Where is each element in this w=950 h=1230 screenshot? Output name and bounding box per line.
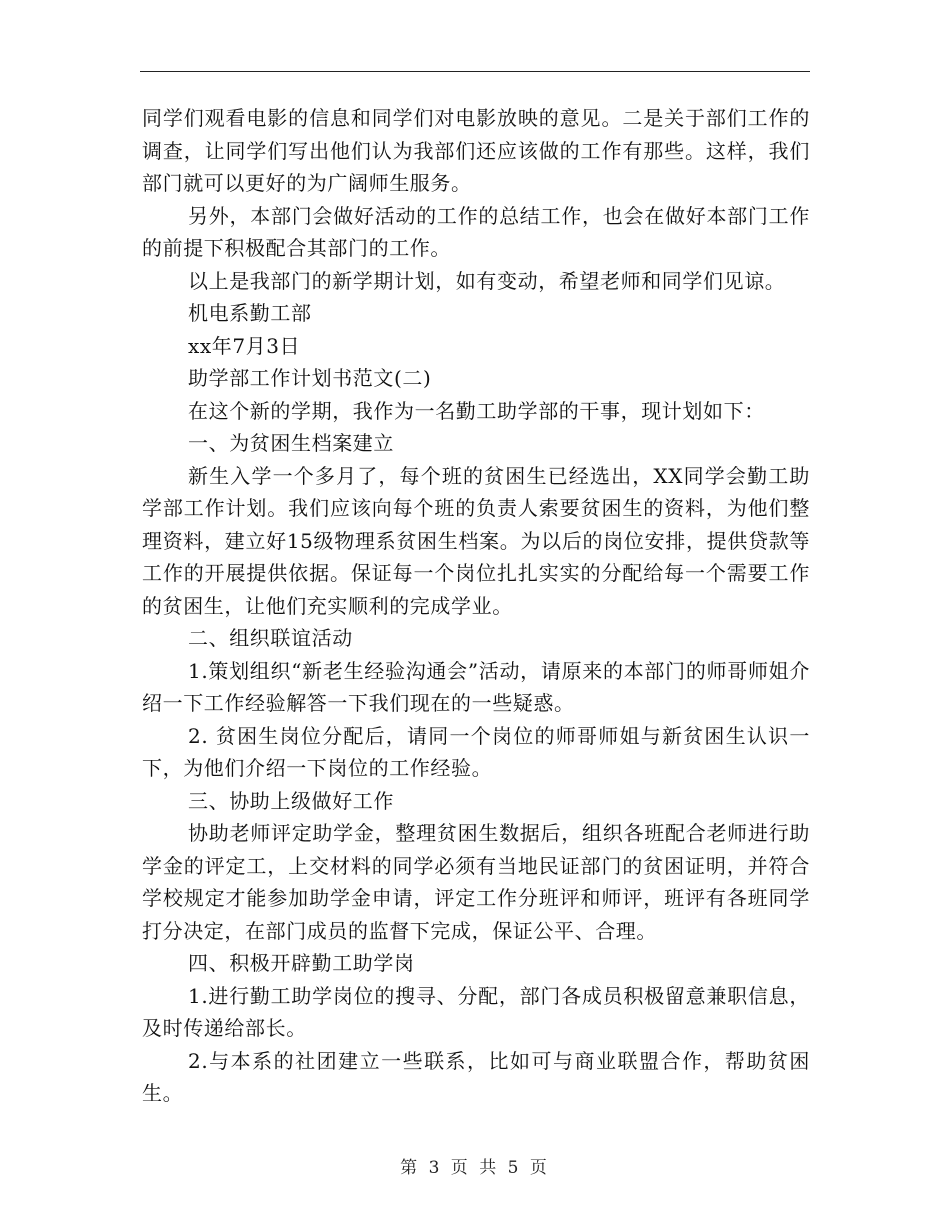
list-item: 2. 贫困生岗位分配后，请同一个岗位的师哥师姐与新贫困生认识一下，为他们介绍一下岗位的工作经验。 bbox=[142, 723, 810, 780]
list-item: 1.策划组织“新老生经验沟通会”活动，请原来的本部门的师哥师姐介绍一下工作经验解答一下我们现在的一些疑惑。 bbox=[142, 658, 810, 715]
paragraph: 同学们观看电影的信息和同学们对电影放映的意见。二是关于部们工作的调查，让同学们写出他们认为我部们还应该做的工作有那些。这样，我们部门就可以更好的为广阔师生服务。 bbox=[142, 106, 810, 195]
signature-date: xx年7月3日 bbox=[188, 333, 301, 358]
section-heading: 二、组织联谊活动 bbox=[188, 626, 353, 650]
list-item: 2.与本系的社团建立一些联系，比如可与商业联盟合作，帮助贫困生。 bbox=[142, 1048, 810, 1105]
signature-department: 机电系勤工部 bbox=[188, 301, 312, 325]
header-rule bbox=[140, 71, 810, 72]
list-item: 1.进行勤工助学岗位的搜寻、分配，部门各成员积极留意兼职信息，及时传递给部长。 bbox=[142, 983, 810, 1040]
section-heading: 四、积极开辟勤工助学岗 bbox=[188, 951, 415, 975]
paragraph: 在这个新的学期，我作为一名勤工助学部的干事，现计划如下： bbox=[188, 398, 765, 423]
document-body bbox=[142, 102, 810, 1110]
section-heading: 三、协助上级做好工作 bbox=[188, 788, 394, 813]
paragraph: 以上是我部门的新学期计划，如有变动，希望老师和同学们见谅。 bbox=[188, 268, 786, 293]
paragraph: 另外，本部门会做好活动的工作的总结工作，也会在做好本部门工作的前提下积极配合其部门的工作。 bbox=[142, 203, 810, 260]
page-number-footer: 第 3 页 共 5 页 bbox=[400, 1158, 550, 1178]
paragraph: 新生入学一个多月了，每个班的贫困生已经选出，XX同学会勤工助学部工作计划。我们应该向每个班的负责人索要贫困生的资料，为他们整理资料，建立好15级物理系贫困生档案。为以后的岗位安排，提供贷款等工作的开展提供依据。保证每一个岗位扎扎实实的分配给每一个需要工作的贫困生，让他们充实顺利的完成学业。 bbox=[142, 463, 810, 618]
section-title: 助学部工作计划书范文(二) bbox=[188, 366, 432, 390]
paragraph: 协助老师评定助学金，整理贫困生数据后，组织各班配合老师进行助学金的评定工，上交材料的同学必须有当地民证部门的贫困证明，并符合学校规定才能参加助学金申请，评定工作分班评和师评，班评有各班同学打分决定，在部门成员的监督下完成，保证公平、合理。 bbox=[142, 821, 810, 943]
section-heading: 一、为贫困生档案建立 bbox=[188, 431, 394, 455]
